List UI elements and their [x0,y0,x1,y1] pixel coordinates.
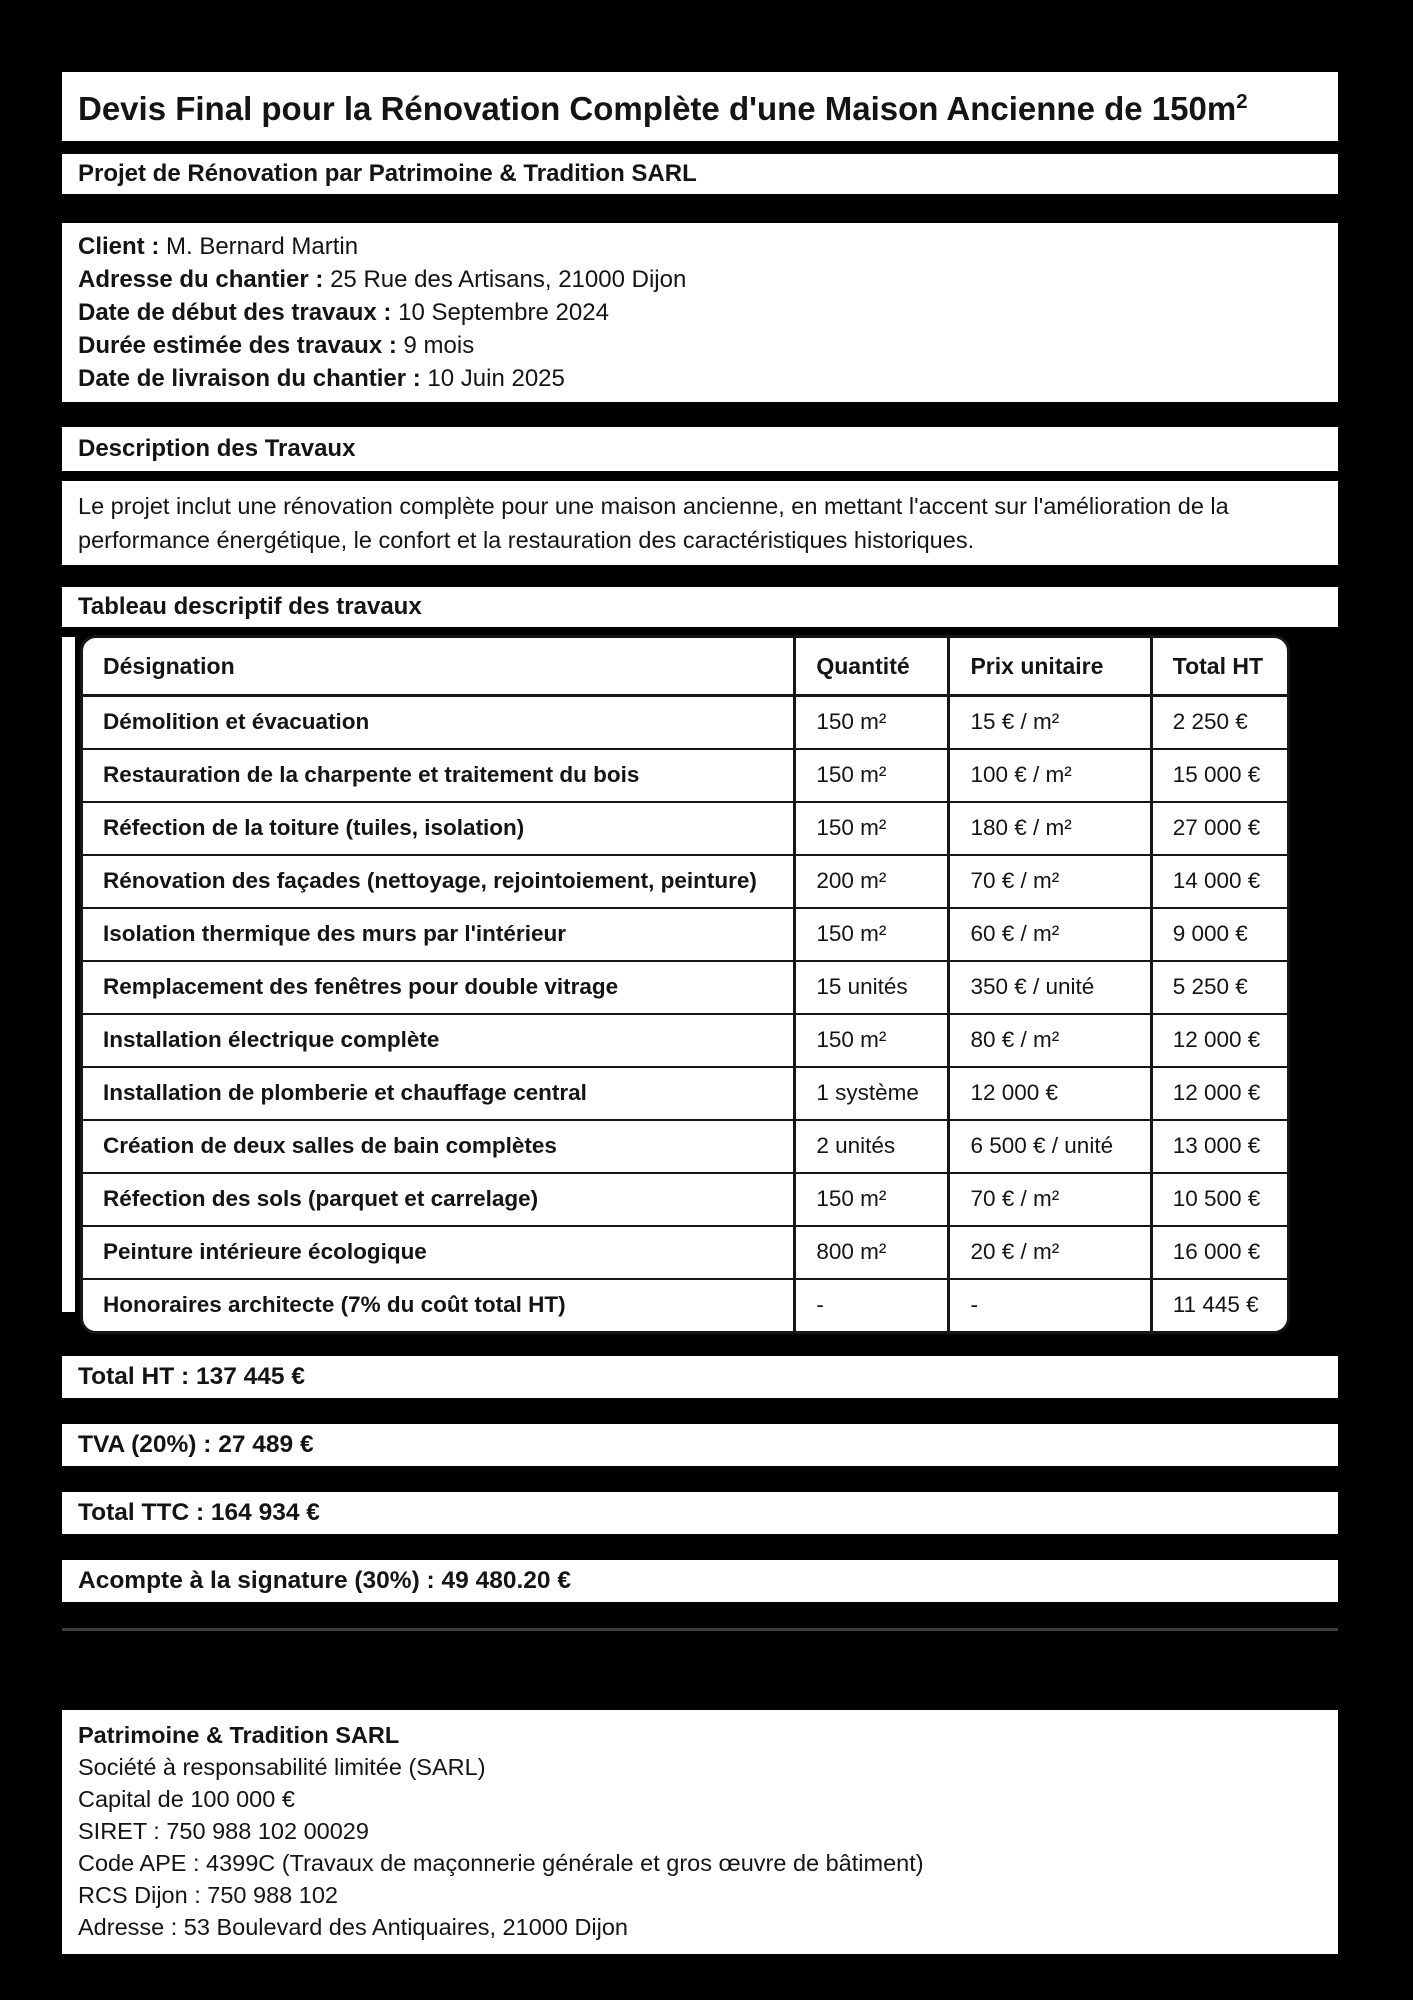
total-value: 164 934 € [210,1499,320,1526]
works-value-cell: 14 000 € [1150,856,1287,909]
company-name: Patrimoine & Tradition SARL [78,1722,400,1748]
works-designation-cell: Honoraires architecte (7% du coût total HT) [103,1292,566,1317]
works-designation-cell: Démolition et évacuation [83,697,793,750]
works-value-cell: 9 000 € [1150,909,1287,962]
works-column-header: Désignation [83,638,793,697]
client-info-label: Date de livraison du chantier : [78,365,421,392]
works-designation-cell: Isolation thermique des murs par l'intérieur [83,909,793,962]
client-info-value: 9 mois [403,332,475,359]
works-value-cell: 20 € / m² [947,1227,1149,1280]
works-table-row [83,1121,1287,1174]
works-table-row [83,1015,1287,1068]
works-table-row [83,856,1287,909]
works-value-cell: 150 m² [793,1174,947,1227]
company-info-panel [62,1710,1338,1954]
document-content [62,72,1338,1954]
works-value-cell: 13 000 € [1150,1121,1287,1174]
client-info-value: M. Bernard Martin [166,233,359,260]
works-designation-cell: Réfection des sols (parquet et carrelage) [83,1174,793,1227]
works-designation-cell: Peinture intérieure écologique [83,1227,793,1280]
works-column-header: Prix unitaire [947,638,1149,697]
works-designation-cell: Rénovation des façades (nettoyage, rejointoiement, peinture) [83,856,793,909]
works-value-cell: 12 000 € [1150,1068,1287,1121]
works-table-wrapper [62,635,1290,1334]
total-value: 27 489 € [218,1431,314,1458]
company-legal-line: Adresse : 53 Boulevard des Antiquaires, 21000 Dijon [78,1914,628,1940]
works-value-cell: 16 000 € [1150,1227,1287,1280]
client-info-line [78,296,1322,329]
works-value-cell: 1 système [793,1068,947,1121]
client-info-label: Durée estimée des travaux : [78,332,397,359]
total-value: 49 480.20 € [441,1567,571,1594]
works-value-cell: 15 unités [793,962,947,1015]
works-value-cell: 2 250 € [1150,697,1287,750]
total-label: Acompte à la signature (30%) : [78,1567,435,1594]
works-value-cell: 11 445 € [1150,1280,1287,1331]
works-designation-cell: Remplacement des fenêtres pour double vitrage [83,962,793,1015]
works-table-row [83,962,1287,1015]
works-value-cell: 70 € / m² [947,1174,1149,1227]
works-value-cell: 6 500 € / unité [947,1121,1149,1174]
client-info-label: Adresse du chantier : [78,266,324,293]
document-subtitle: Projet de Rénovation par Patrimoine & Tradition SARL [62,154,1338,194]
document-title-superscript: 2 [1236,90,1248,113]
works-table [80,635,1290,1334]
document-title-text: Devis Final pour la Rénovation Complète d'une Maison Ancienne de 150m [78,90,1237,127]
works-value-cell: 27 000 € [1150,803,1287,856]
company-legal-line: Code APE : 4399C (Travaux de maçonnerie générale et gros œuvre de bâtiment) [78,1850,924,1876]
works-value-cell: 70 € / m² [947,856,1149,909]
works-table-body [83,697,1287,1331]
client-info-line [78,329,1322,362]
works-value-cell: 10 500 € [1150,1174,1287,1227]
works-value-cell: 80 € / m² [947,1015,1149,1068]
client-info-value: 10 Juin 2025 [427,365,565,392]
works-value-cell: - [793,1280,947,1331]
works-column-header: Total HT [1150,638,1287,697]
total-line [62,1424,1338,1466]
works-value-cell: 12 000 € [1150,1015,1287,1068]
works-value-cell: 150 m² [793,697,947,750]
company-legal-line: Société à responsabilité limitée (SARL) [78,1754,486,1780]
company-legal-line: RCS Dijon : 750 988 102 [78,1882,338,1908]
client-info-line [78,263,1322,296]
works-value-cell: 15 000 € [1150,750,1287,803]
works-designation-cell: Réfection de la toiture (tuiles, isolation) [83,803,793,856]
works-table-heading: Tableau descriptif des travaux [62,587,1338,627]
client-info-line [78,230,1322,263]
works-value-cell: 200 m² [793,856,947,909]
works-value-cell: 180 € / m² [947,803,1149,856]
works-table-row [83,1068,1287,1121]
works-designation-cell: Création de deux salles de bain complètes [83,1121,793,1174]
company-legal-line: Capital de 100 000 € [78,1786,295,1812]
works-table-row [83,750,1287,803]
client-info-line [78,362,1322,395]
client-info-label: Date de début des travaux : [78,299,392,326]
works-value-cell: 60 € / m² [947,909,1149,962]
works-table-row [83,1280,1287,1331]
works-value-cell: 100 € / m² [947,750,1149,803]
works-table-row [83,803,1287,856]
works-value-cell: - [947,1280,1149,1331]
company-legal-line: SIRET : 750 988 102 00029 [78,1818,369,1844]
works-designation-cell: Installation de plomberie et chauffage central [83,1068,793,1121]
works-value-cell: 2 unités [793,1121,947,1174]
company-legal-lines [78,1751,1322,1943]
works-table-header-row [83,638,1287,697]
works-value-cell: 150 m² [793,909,947,962]
works-designation-cell: Restauration de la charpente et traitement du bois [83,750,793,803]
client-info-panel [62,223,1338,402]
total-line [62,1560,1338,1602]
description-paragraph: Le projet inclut une rénovation complète pour une maison ancienne, en mettant l'accent sur l'amélioration de la performance énergétique, le confort et la restauration des caractéristiques historiques. [62,481,1338,565]
footer-divider [62,1628,1338,1631]
total-label: TVA (20%) : [78,1431,212,1458]
works-column-header: Quantité [793,638,947,697]
works-table-row [83,909,1287,962]
works-designation-cell: Installation électrique complète [83,1015,793,1068]
works-value-cell: 150 m² [793,750,947,803]
works-value-cell: 15 € / m² [947,697,1149,750]
total-label: Total TTC : [78,1499,205,1526]
works-value-cell: 12 000 € [947,1068,1149,1121]
works-table-row [83,697,1287,750]
total-value: 137 445 € [195,1363,305,1390]
works-table-row [83,1227,1287,1280]
works-value-cell: 5 250 € [1150,962,1287,1015]
works-value-cell: 150 m² [793,803,947,856]
works-table-left-accent [62,637,75,1312]
client-info-value: 10 Septembre 2024 [398,299,609,326]
description-heading: Description des Travaux [62,427,1338,471]
works-table-row [83,1174,1287,1227]
document-title [62,72,1338,141]
totals-section [62,1356,1338,1602]
works-value-cell: 150 m² [793,1015,947,1068]
works-value-cell: 800 m² [793,1227,947,1280]
total-line [62,1492,1338,1534]
total-line [62,1356,1338,1398]
works-value-cell: 350 € / unité [947,962,1149,1015]
client-info-value: 25 Rue des Artisans, 21000 Dijon [330,266,687,293]
client-info-label: Client : [78,233,160,260]
total-label: Total HT : [78,1363,190,1390]
